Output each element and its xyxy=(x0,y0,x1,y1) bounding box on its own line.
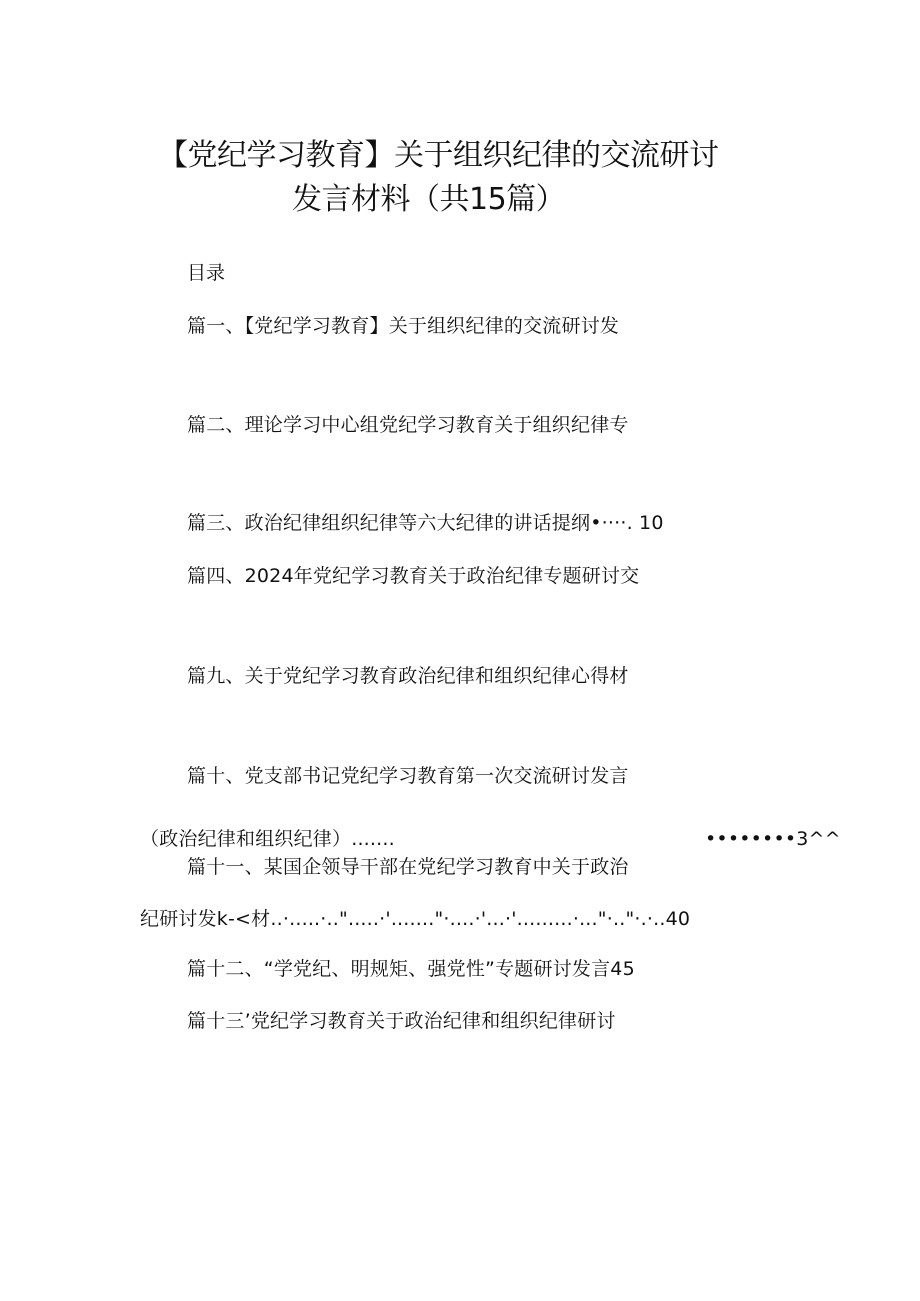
toc-item-2[interactable]: 篇二、理论学习中心组党纪学习教育关于组织纪律专 xyxy=(187,414,629,436)
toc-item-10-page-number: ••••••••3^^ xyxy=(705,828,841,850)
toc-item-13[interactable]: 篇十三’党纪学习教育关于政治纪律和组织纪律研讨 xyxy=(187,1010,616,1032)
toc-item-9[interactable]: 篇九、关于党纪学习教育政治纪律和组织纪律心得材 xyxy=(187,665,629,687)
toc-item-4[interactable]: 篇四、2024年党纪学习教育关于政治纪律专题研讨交 xyxy=(187,565,640,587)
toc-item-12[interactable]: 篇十二、“学党纪、明规矩、强党性”专题研讨发言45 xyxy=(187,958,635,980)
document-title-line-1: 【党纪学习教育】关于组织纪律的交流研讨 xyxy=(158,138,719,173)
toc-item-10[interactable]: 篇十、党支部书记党纪学习教育第一次交流研讨发言 xyxy=(187,765,629,787)
toc-item-11[interactable]: 篇十一、某国企领导干部在党纪学习教育中关于政治 xyxy=(187,856,629,878)
toc-item-10-continuation[interactable]: （政治纪律和组织纪律）....... xyxy=(140,828,395,850)
toc-item-3[interactable]: 篇三、政治纪律组织纪律等六大纪律的讲话提纲•····. 10 xyxy=(187,512,664,534)
document-title-line-2: 发言材料（共15篇） xyxy=(292,182,566,217)
toc-item-1[interactable]: 篇一、【党纪学习教育】关于组织纪律的交流研讨发 xyxy=(187,315,620,337)
toc-item-11-continuation[interactable]: 纪研讨发k-<材..·.....·..".....·'......."·....·'...·'.........·..."·.."·.·..40 xyxy=(140,908,691,930)
toc-heading: 目录 xyxy=(187,262,226,284)
